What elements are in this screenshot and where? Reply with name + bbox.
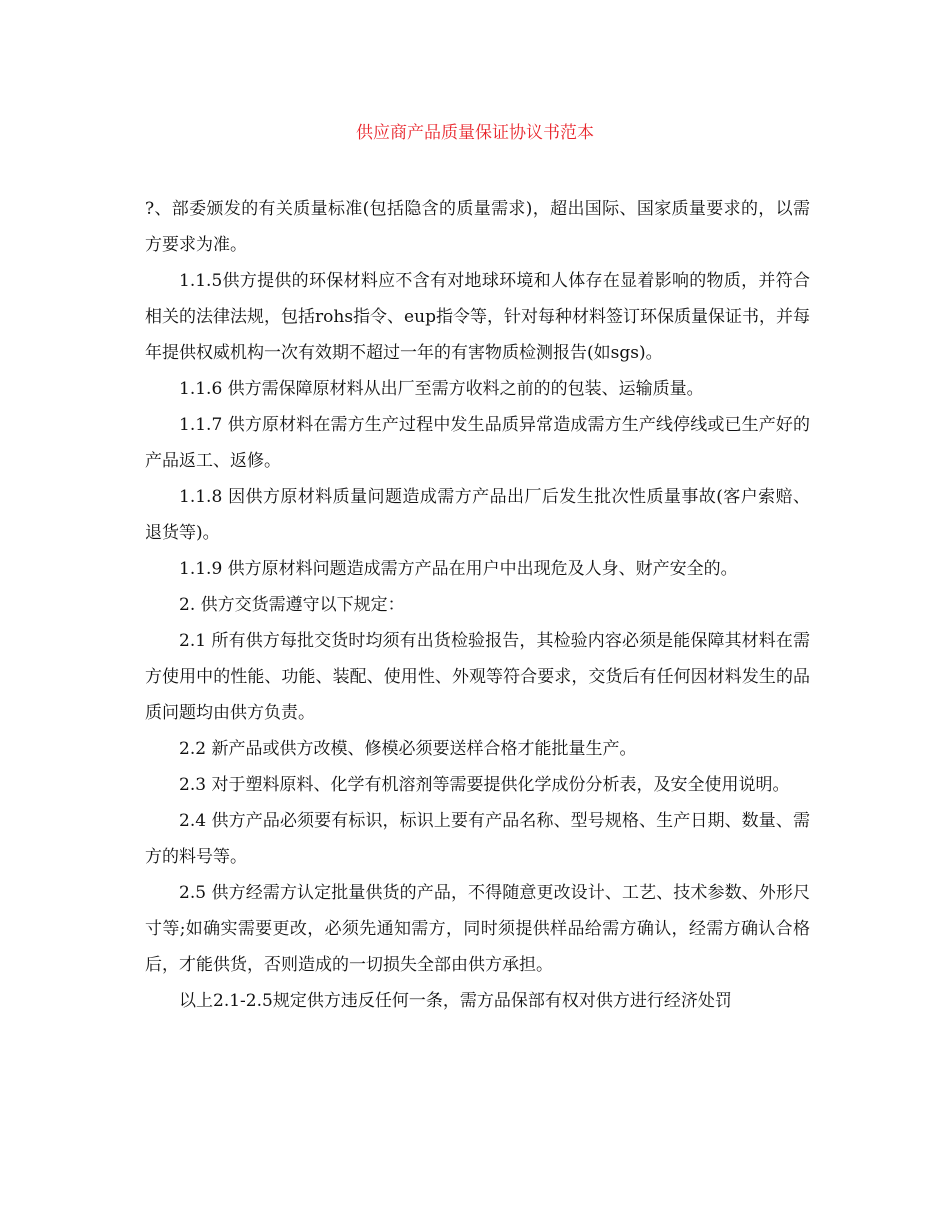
paragraph: ?、部委颁发的有关质量标准(包括隐含的质量需求)，超出国际、国家质量要求的，以需方要求为准。: [145, 199, 810, 255]
paragraph: 1.1.8 因供方原材料质量问题造成需方产品出厂后发生批次性质量事故(客户索赔、退货等)。: [145, 487, 810, 543]
paragraph: 2.3 对于塑料原料、化学有机溶剂等需要提供化学成份分析表，及安全使用说明。: [179, 775, 790, 795]
document-title: 供应商产品质量保证协议书范本: [356, 123, 594, 143]
paragraph: 2.4 供方产品必须要有标识，标识上要有产品名称、型号规格、生产日期、数量、需方的料号等。: [145, 811, 810, 867]
paragraph: 2. 供方交货需遵守以下规定：: [179, 595, 405, 615]
paragraph: 2.1 所有供方每批交货时均须有出货检验报告，其检验内容必须是能保障其材料在需方使用中的性能、功能、装配、使用性、外观等符合要求，交货后有任何因材料发生的品质问题均由供方负责。: [145, 631, 810, 723]
paragraph: 1.1.5供方提供的环保材料应不含有对地球环境和人体存在显着影响的物质，并符合相关的法律法规，包括rohs指令、eup指令等，针对每种材料签订环保质量保证书，并每年提供权威机构一次有效期不超过一年的有害物质检测报告(如sgs)。: [145, 271, 810, 363]
document-body: [145, 191, 810, 1019]
paragraph: 2.5 供方经需方认定批量供货的产品，不得随意更改设计、工艺、技术参数、外形尺寸等;如确实需要更改，必须先通知需方，同时须提供样品给需方确认，经需方确认合格后，才能供货，否则造成的一切损失全部由供方承担。: [145, 883, 810, 975]
paragraph: 1.1.9 供方原材料问题造成需方产品在用户中出现危及人身、财产安全的。: [179, 559, 738, 579]
paragraph: 1.1.7 供方原材料在需方生产过程中发生品质异常造成需方生产线停线或已生产好的产品返工、返修。: [145, 415, 810, 471]
paragraph: 2.2 新产品或供方改模、修模必须要送样合格才能批量生产。: [179, 739, 637, 759]
paragraph: 以上2.1-2.5规定供方违反任何一条，需方品保部有权对供方进行经济处罚: [179, 991, 732, 1011]
paragraph: 1.1.6 供方需保障原材料从出厂至需方收料之前的的包装、运输质量。: [179, 379, 704, 399]
